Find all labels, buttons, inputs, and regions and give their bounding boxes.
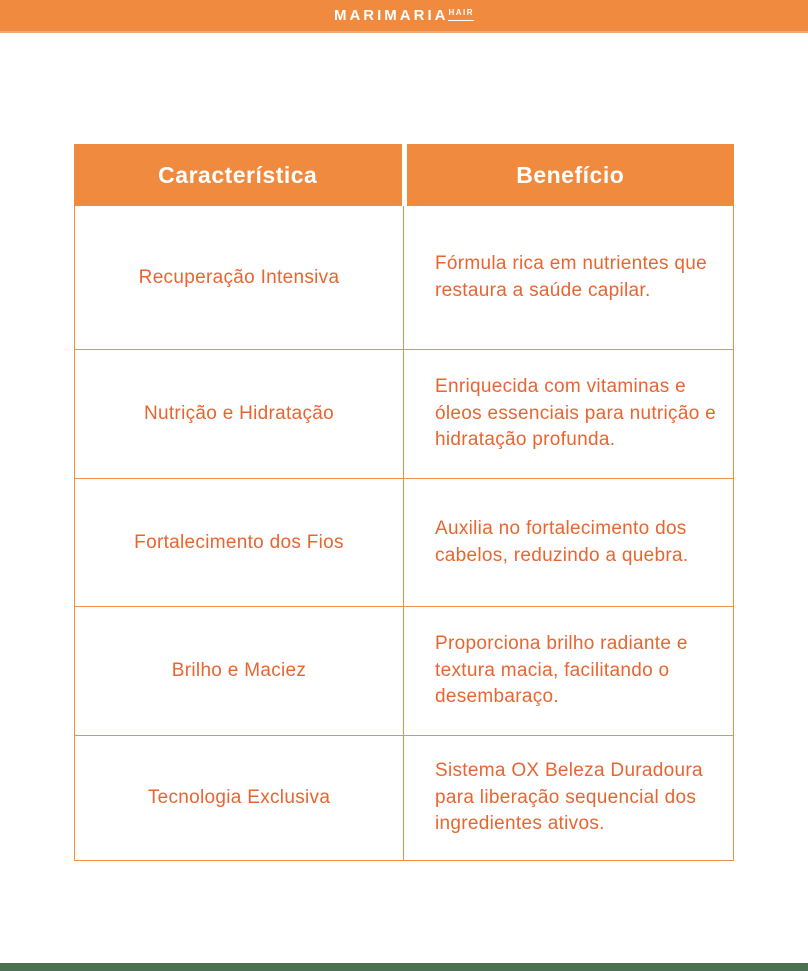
table-row bbox=[75, 479, 733, 607]
brand-logo-wordmark: MARIMARIA bbox=[333, 7, 449, 24]
table-body bbox=[74, 206, 734, 861]
benefit-cell: Fórmula rica em nutrientes que restaura a saúde capilar. bbox=[435, 252, 707, 301]
benefit-cell: Sistema OX Beleza Duradoura para liberação sequencial dos ingredientes ativos. bbox=[435, 760, 703, 835]
brand-logo bbox=[334, 8, 474, 23]
feature-cell: Nutrição e Hidratação bbox=[75, 350, 404, 478]
feature-cell: Tecnologia Exclusiva bbox=[75, 736, 404, 860]
feature-cell: Fortalecimento dos Fios bbox=[75, 479, 404, 606]
table-header-caracteristica: Característica bbox=[74, 144, 402, 206]
table-row bbox=[75, 736, 733, 860]
benefit-cell: Proporciona brilho radiante e textura macia, facilitando o desembaraço. bbox=[435, 633, 688, 708]
feature-cell: Brilho e Maciez bbox=[75, 607, 404, 735]
benefit-cell: Auxilia no fortalecimento dos cabelos, reduzindo a quebra. bbox=[435, 517, 689, 566]
table-row bbox=[75, 607, 733, 736]
feature-cell: Recuperação Intensiva bbox=[75, 206, 404, 349]
table-row bbox=[75, 350, 733, 479]
benefit-cell: Enriquecida com vitaminas e óleos essenciais para nutrição e hidratação profunda. bbox=[435, 376, 717, 451]
brand-header-bar bbox=[0, 0, 808, 33]
table-header-beneficio: Benefício bbox=[407, 144, 735, 206]
brand-logo-hair-label: HAIR bbox=[448, 9, 474, 21]
table-header-row bbox=[74, 144, 734, 206]
feature-benefit-table bbox=[74, 144, 734, 861]
footer-accent-bar bbox=[0, 963, 808, 971]
table-row bbox=[75, 206, 733, 350]
